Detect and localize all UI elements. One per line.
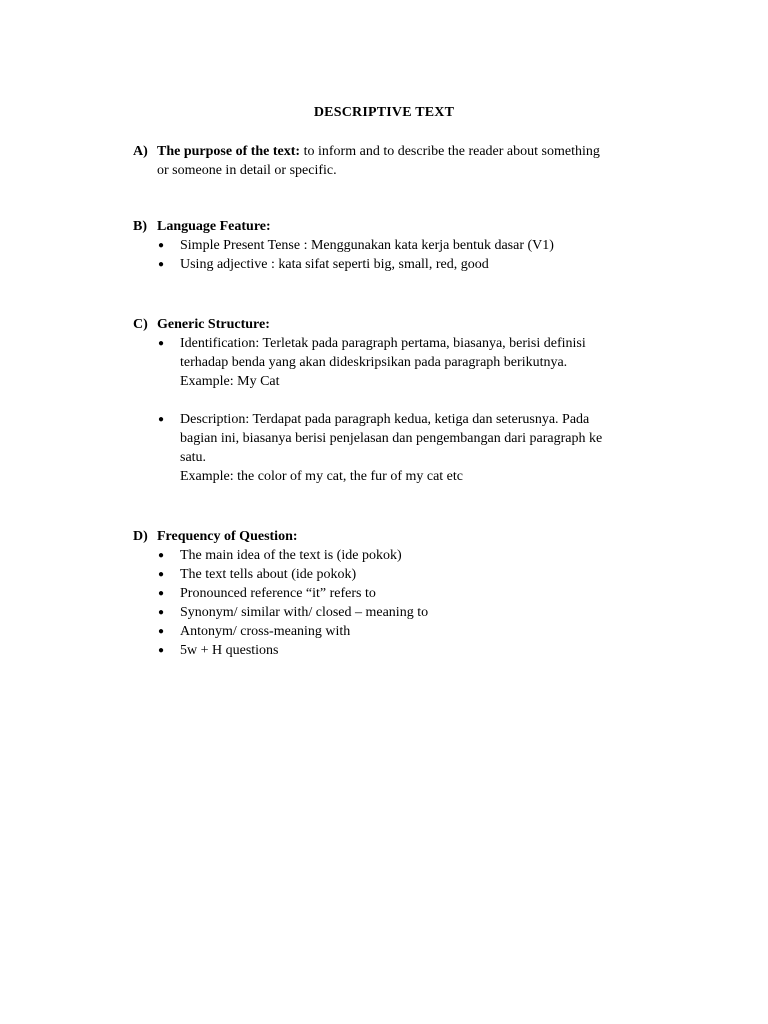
bullet-icon: ● xyxy=(158,259,165,270)
section-text-continued: or someone in detail or specific. xyxy=(157,163,337,178)
section-label: Generic Structure: xyxy=(157,317,270,332)
list-item-description: ● Description: Terdapat pada paragraph kedua, ketiga dan seterusnya. Pada bagian ini, biasanya berisi penjelasan dan pengembangan dari paragraph ke satu. Example: the color of my cat, the fur of my cat etc xyxy=(158,412,603,484)
bullet-icon: ● xyxy=(158,338,165,349)
list-item: ● Using adjective : kata sifat seperti big, small, red, good xyxy=(158,257,489,272)
section-frequency-of-question xyxy=(133,527,673,660)
bullet-icon: ● xyxy=(158,569,165,580)
list-item: ● The main idea of the text is (ide pokok) xyxy=(158,548,402,563)
bullet-icon: ● xyxy=(158,240,165,251)
list-item-identification: ● Identification: Terletak pada paragraph pertama, biasanya, berisi definisi terhadap benda yang akan dideskripsikan pada paragraph berikutnya. Example: My Cat xyxy=(158,336,586,389)
section-purpose-head xyxy=(133,142,673,180)
section-frequency-head xyxy=(133,527,673,546)
section-language-feature xyxy=(133,217,673,274)
section-language-feature-head xyxy=(133,217,673,236)
list-item: ● 5w + H questions xyxy=(158,643,279,658)
bullet-icon: ● xyxy=(158,550,165,561)
section-label: The purpose of the text: xyxy=(157,144,301,159)
list-item: ● Pronounced reference “it” refers to xyxy=(158,586,376,601)
bullet-icon: ● xyxy=(158,588,165,599)
section-generic-structure xyxy=(133,315,673,486)
section-letter: B) xyxy=(133,219,147,234)
list-item: ● Synonym/ similar with/ closed – meaning to xyxy=(158,605,429,620)
bullet-icon: ● xyxy=(158,414,165,425)
list-item: ● Simple Present Tense : Menggunakan kata kerja bentuk dasar (V1) xyxy=(158,238,554,253)
document-title: DESCRIPTIVE TEXT xyxy=(313,105,455,120)
section-letter: D) xyxy=(133,529,148,544)
frequency-question-list xyxy=(133,546,673,660)
section-generic-structure-head xyxy=(133,315,673,334)
generic-structure-list xyxy=(133,334,673,486)
section-label: Language Feature: xyxy=(157,219,271,234)
section-letter: A) xyxy=(133,144,148,159)
bullet-icon: ● xyxy=(158,645,165,656)
section-letter: C) xyxy=(133,317,148,332)
section-label: Frequency of Question: xyxy=(157,529,298,544)
bullet-icon: ● xyxy=(158,607,165,618)
language-feature-list xyxy=(133,236,673,274)
spacer xyxy=(133,391,673,410)
section-purpose xyxy=(133,142,673,180)
section-text: to inform and to describe the reader about something xyxy=(300,144,600,159)
list-item: ● The text tells about (ide pokok) xyxy=(158,567,357,582)
bullet-icon: ● xyxy=(158,626,165,637)
list-item: ● Antonym/ cross-meaning with xyxy=(158,624,351,639)
